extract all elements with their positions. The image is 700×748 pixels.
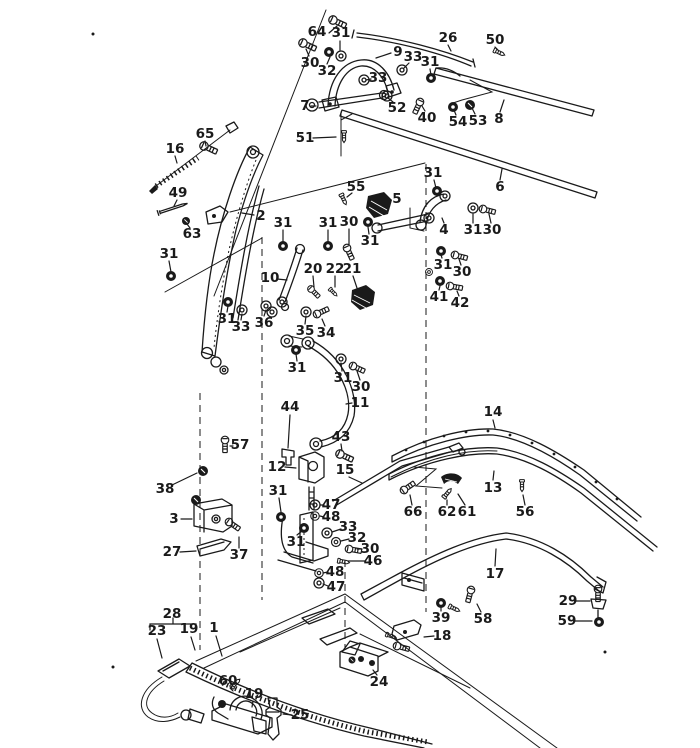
bracket24-outline	[340, 643, 388, 676]
leader-line-12	[285, 467, 296, 468]
part-24-bracket	[340, 641, 388, 676]
part-label-33: 33	[338, 519, 358, 535]
wedge18-outline	[392, 620, 421, 640]
part-label-40: 40	[417, 110, 437, 126]
part-label-31: 31	[433, 257, 453, 273]
part-label-13: 13	[483, 480, 503, 496]
part-label-32: 32	[317, 63, 337, 79]
cable23-line	[141, 677, 180, 722]
bracket24-knob1	[358, 656, 364, 662]
part-label-52: 52	[387, 100, 407, 116]
part-label-20: 20	[303, 261, 323, 277]
part-label-31: 31	[273, 215, 293, 231]
part-label-50: 50	[485, 32, 505, 48]
arm2-joint2	[220, 366, 228, 374]
part-label-33: 33	[231, 319, 251, 335]
rail17-bracket	[402, 573, 424, 591]
bow-bottom-pivot	[310, 438, 322, 450]
washer-fastener-icon	[426, 269, 433, 276]
part-17-rail	[361, 533, 606, 600]
dot-fastener-icon	[112, 666, 115, 669]
bolt-fastener-icon	[198, 140, 218, 155]
arm2-joint	[211, 357, 221, 367]
part-label-8: 8	[494, 111, 504, 127]
part-label-42: 42	[450, 295, 470, 311]
part-label-14: 14	[483, 404, 503, 420]
part-label-53: 53	[468, 113, 488, 129]
part-18-wedge	[392, 620, 421, 640]
screw-fastener-icon	[520, 480, 525, 492]
part-label-28: 28	[162, 606, 182, 622]
part-16-cable	[149, 122, 238, 194]
rail13-zbend	[414, 467, 442, 488]
part-label-54: 54	[448, 114, 468, 130]
part-label-30: 30	[300, 55, 320, 71]
nut-fastener-icon	[436, 598, 446, 608]
part-header-panel	[196, 594, 557, 748]
part-label-32: 32	[347, 530, 367, 546]
bow-upper-pivot-hole	[285, 339, 290, 344]
part-label-31: 31	[423, 165, 443, 181]
nut-fastener-icon	[432, 186, 442, 196]
arm2-top-pivot-hole	[251, 150, 256, 155]
part-label-37: 37	[229, 547, 249, 563]
part-label-47: 47	[326, 579, 346, 595]
nut-fastener-icon	[363, 217, 373, 227]
label-layer	[148, 24, 592, 723]
part-5-link	[372, 213, 434, 233]
part-label-63: 63	[182, 226, 202, 242]
bolt-fastener-icon	[342, 243, 356, 261]
leader-line-17	[495, 549, 496, 566]
part-8-tube	[434, 68, 594, 116]
bracket24-knob2	[369, 660, 375, 666]
part-label-17: 17	[485, 566, 505, 582]
screw-fastener-icon	[442, 487, 453, 499]
rail17-bracket-hole	[407, 578, 411, 582]
part-label-5: 5	[392, 191, 402, 207]
lever-bolt-hole	[310, 103, 315, 108]
part-label-15: 15	[335, 462, 355, 478]
leader-line-23	[157, 639, 162, 658]
part-label-31: 31	[318, 215, 338, 231]
cable23-connector-top	[158, 659, 190, 678]
link10-washer-hole	[270, 310, 274, 314]
part-label-31: 31	[360, 233, 380, 249]
part-label-64: 64	[307, 24, 327, 40]
part-label-47: 47	[321, 497, 341, 513]
part-label-31: 31	[268, 483, 288, 499]
leader-line-14	[493, 420, 495, 428]
part-label-30: 30	[339, 214, 359, 230]
part-label-39: 39	[431, 610, 451, 626]
bracket12-outline	[299, 452, 324, 483]
panel-edge-a	[196, 594, 557, 748]
part-label-33: 33	[368, 70, 388, 86]
part-label-27: 27	[162, 544, 182, 560]
link10-outline	[279, 248, 303, 302]
part-label-51: 51	[295, 130, 315, 146]
part-label-38: 38	[155, 481, 175, 497]
part-label-58: 58	[473, 611, 493, 627]
bracket3-hole	[212, 515, 220, 523]
part-2-arm	[202, 146, 265, 374]
part-7-lever	[306, 91, 389, 112]
latch-knob	[218, 700, 226, 708]
bolt-fastener-icon	[399, 480, 417, 496]
part-label-2: 2	[256, 208, 266, 224]
leader-line-27	[180, 551, 196, 552]
part-label-18: 18	[432, 628, 452, 644]
part-label-60: 60	[218, 673, 238, 689]
arm2-joint2-hole	[222, 368, 225, 371]
part-label-31: 31	[217, 311, 237, 327]
leader-line-20	[313, 276, 314, 287]
screw-fastener-icon	[328, 287, 338, 297]
part-label-12: 12	[267, 459, 287, 475]
pin-fastener-icon	[157, 201, 188, 216]
part-label-9: 9	[393, 44, 403, 60]
part-label-44: 44	[280, 399, 300, 415]
part-label-7: 7	[300, 98, 310, 114]
nut-fastener-icon	[324, 47, 334, 57]
part-label-46: 46	[363, 553, 383, 569]
leader-line-38	[172, 473, 197, 485]
part-label-30: 30	[452, 264, 472, 280]
screw-fastener-icon	[342, 131, 347, 143]
washer-fastener-icon	[322, 528, 332, 538]
part-label-34: 34	[316, 325, 336, 341]
part-label-65: 65	[195, 126, 215, 142]
arch-rivet	[328, 102, 332, 106]
part-label-1: 1	[209, 620, 219, 636]
knob-fastener-icon	[465, 100, 475, 110]
part-label-57: 57	[230, 437, 250, 453]
part-label-31: 31	[420, 54, 440, 70]
bow-bottom-pivot-hole	[314, 442, 319, 447]
part-label-55: 55	[346, 179, 366, 195]
part-label-30: 30	[360, 541, 380, 557]
part-label-49: 49	[168, 185, 188, 201]
part-label-30: 30	[351, 379, 371, 395]
part-label-31: 31	[333, 370, 353, 386]
knob-fastener-icon	[349, 657, 356, 664]
washer-fastener-icon	[315, 569, 324, 578]
part-label-19: 19	[244, 686, 264, 702]
part-label-61: 61	[457, 504, 477, 520]
part-label-31: 31	[287, 360, 307, 376]
part-label-19: 19	[179, 621, 199, 637]
part-label-59: 59	[557, 613, 577, 629]
part-label-25: 25	[290, 707, 310, 723]
leader-line-9	[376, 53, 391, 58]
arm4-pivot-bottom	[416, 220, 426, 230]
knob-fastener-icon	[191, 495, 201, 505]
arm4-pivot-top-hole	[443, 194, 447, 198]
leader-line-44	[288, 415, 290, 448]
leader-line-16	[175, 156, 177, 163]
washer-fastener-icon	[314, 578, 324, 588]
part-label-66: 66	[403, 504, 423, 520]
part-label-10: 10	[260, 270, 280, 286]
leader-line-19	[191, 637, 195, 650]
latch-arm	[212, 697, 228, 719]
bow-top-joint-hole	[306, 341, 311, 346]
leader-line-51	[313, 137, 336, 138]
washer-fastener-icon	[336, 51, 346, 61]
nut-fastener-icon	[276, 512, 286, 522]
dot-fastener-icon	[604, 651, 607, 654]
part-label-26: 26	[438, 30, 458, 46]
leader-line-31	[279, 498, 281, 512]
part-label-31: 31	[159, 246, 179, 262]
arm2-strap	[233, 186, 264, 320]
screw-fastener-icon	[493, 48, 506, 57]
part-label-48: 48	[321, 509, 341, 525]
bolt-fastener-icon	[312, 305, 330, 319]
leader-line-13	[493, 471, 494, 480]
rail17-outline	[361, 533, 603, 600]
bracket3-hole-inner	[214, 517, 217, 520]
bolt-fastener-icon	[221, 436, 229, 452]
part-label-56: 56	[515, 504, 535, 520]
wedge18-hole	[403, 630, 407, 634]
bolt-fastener-icon	[464, 585, 476, 603]
bolt-fastener-icon	[345, 545, 362, 555]
knob-fastener-icon	[198, 466, 208, 476]
arm2-hinge-hole	[212, 214, 216, 218]
part-label-6: 6	[495, 179, 505, 195]
part-61-clip	[441, 473, 462, 484]
part-label-36: 36	[254, 315, 274, 331]
link5-pivot-left	[372, 223, 382, 233]
part-label-31: 31	[463, 222, 483, 238]
latch-base	[212, 704, 272, 734]
nut-fastener-icon	[448, 102, 458, 112]
knob-fastener-icon	[182, 217, 190, 225]
washer-fastener-icon	[468, 203, 478, 213]
part-label-43: 43	[331, 429, 351, 445]
part-label-16: 16	[165, 141, 185, 157]
part-label-30: 30	[482, 222, 502, 238]
part-label-31: 31	[331, 25, 351, 41]
part-label-41: 41	[429, 289, 449, 305]
nut-fastener-icon	[435, 276, 445, 286]
part-23-cable	[141, 659, 204, 723]
washer-fastener-icon	[332, 538, 341, 547]
washer-fastener-icon	[310, 500, 320, 510]
dot-fastener-icon	[92, 33, 95, 36]
part-label-33: 33	[403, 49, 423, 65]
bracket12-hole	[309, 462, 318, 471]
part-label-3: 3	[169, 511, 179, 527]
part-label-31: 31	[286, 534, 306, 550]
part-label-22: 22	[325, 261, 345, 277]
leader-line-1	[216, 636, 222, 656]
part-label-4: 4	[439, 222, 449, 238]
nut-fastener-icon	[594, 617, 604, 627]
panel-inner1	[240, 608, 340, 652]
part-label-21: 21	[342, 261, 362, 277]
leader-line-21	[353, 276, 357, 288]
part-label-48: 48	[325, 564, 345, 580]
part-label-11: 11	[350, 395, 370, 411]
part-label-62: 62	[437, 504, 457, 520]
part-27-plate	[197, 539, 231, 556]
part-label-29: 29	[558, 593, 578, 609]
leader-line-31	[169, 261, 171, 272]
washer-fastener-icon	[311, 512, 320, 521]
part-label-24: 24	[369, 674, 389, 690]
part-label-23: 23	[147, 623, 167, 639]
panel-wedge2	[320, 628, 357, 645]
bolt-fastener-icon	[478, 204, 496, 216]
part-label-35: 35	[295, 323, 315, 339]
